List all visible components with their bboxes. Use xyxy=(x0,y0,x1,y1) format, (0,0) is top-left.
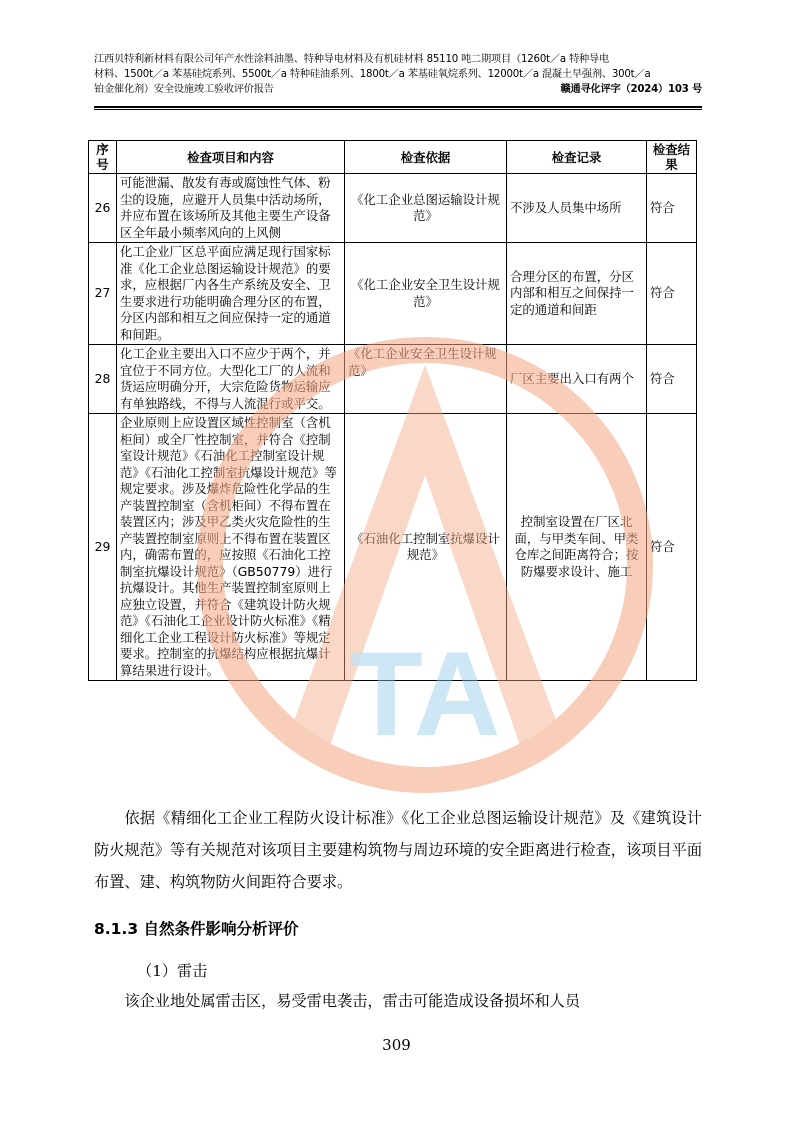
row-item: 可能泄漏、散发有毒或腐蚀性气体、粉尘的设施，应避开人员集中活动场所，并应布置在该场所及其他主要生产设备区全年最小频率风向的上风侧 xyxy=(117,174,345,243)
row-no: 26 xyxy=(89,174,117,243)
row-record: 厂区主要出入口有两个 xyxy=(507,345,647,414)
table-header-row xyxy=(89,141,697,174)
body-paragraph: 该企业地处属雷击区，易受雷电袭击，雷击可能造成设备损坏和人员 xyxy=(124,992,581,1010)
header-title-line3: 铂金催化剂）安全设施竣工验收评价报告 xyxy=(94,84,274,95)
page-number: 309 xyxy=(382,1036,411,1054)
row-result: 符合 xyxy=(647,174,697,243)
row-basis: 《石油化工控制室抗爆设计规范》 xyxy=(345,414,507,681)
row-no: 27 xyxy=(89,243,117,345)
row-record: 控制室设置在厂区北面，与甲类车间、甲类仓库之间距离符合；按防爆要求设计、施工 xyxy=(507,414,647,681)
header-divider xyxy=(94,106,702,108)
row-basis: 《化工企业安全卫生设计规范》 xyxy=(345,345,507,414)
row-result: 符合 xyxy=(647,243,697,345)
row-result: 符合 xyxy=(647,345,697,414)
col-header-result: 检查结果 xyxy=(647,141,697,174)
table-row xyxy=(89,174,697,243)
page-header xyxy=(94,52,702,97)
row-no: 28 xyxy=(89,345,117,414)
header-title-line1: 江西贝特利新材料有限公司年产水性涂料油墨、特种导电材料及有机硅材料 85110 吨二期项目（1260t／a 特种导电 xyxy=(94,54,609,65)
col-header-basis: 检查依据 xyxy=(345,141,507,174)
row-result: 符合 xyxy=(647,414,697,681)
sub-heading: （1）雷击 xyxy=(137,962,208,980)
col-header-item: 检查项目和内容 xyxy=(117,141,345,174)
row-item: 化工企业主要出入口不应少于两个，并宜位于不同方位。大型化工厂的人流和货运应明确分开，大宗危险货物运输应有单独路线，不得与人流混行或平交。 xyxy=(117,345,345,414)
report-code: 赣通寻化评字（2024）103 号 xyxy=(560,84,702,95)
col-header-no: 序号 xyxy=(89,141,117,174)
row-record: 合理分区的布置，分区内部和相互之间保持一定的通道和间距 xyxy=(507,243,647,345)
header-divider-thin xyxy=(94,109,702,110)
section-heading: 8.1.3 自然条件影响分析评价 xyxy=(94,920,299,938)
inspection-table xyxy=(88,140,697,681)
body-paragraph: 依据《精细化工企业工程防火设计标准》《化工企业总图运输设计规范》及《建筑设计防火规范》等有关规范对该项目主要建构筑物与周边环境的安全距离进行检查，该项目平面布置、建、构筑物防火间距符合要求。 xyxy=(94,809,702,891)
table-row xyxy=(89,345,697,414)
table-row xyxy=(89,414,697,681)
row-item: 企业原则上应设置区域性控制室（含机柜间）或全厂性控制室，并符合《控制室设计规范》《石油化工控制室设计规范》《石油化工控制室抗爆设计规范》等规定要求。涉及爆炸危险性化学品的生产装置控制室（含机柜间）不得布置在装置区内；涉及甲乙类火灾危险性的生产装置控制室原则上不得布置在装置区内，确需布置的，应按照《石油化工控制室抗爆设计规范》（GB50779）进行抗爆设计。其他生产装置控制室原则上应独立设置，并符合《建筑设计防火规范》《石油化工企业设计防火标准》《精细化工企业工程设计防火标准》等规定要求。控制室的抗爆结构应根据抗爆计算结果进行设计。 xyxy=(117,414,345,681)
row-basis: 《化工企业总图运输设计规范》 xyxy=(345,174,507,243)
row-no: 29 xyxy=(89,414,117,681)
col-header-record: 检查记录 xyxy=(507,141,647,174)
table-row xyxy=(89,243,697,345)
row-item: 化工企业厂区总平面应满足现行国家标准《化工企业总图运输设计规范》的要求，应根据厂内各生产系统及安全、卫生要求进行功能明确合理分区的布置，分区内部和相互之间应保持一定的通道和间距。 xyxy=(117,243,345,345)
row-basis: 《化工企业安全卫生设计规范》 xyxy=(345,243,507,345)
watermark-letters: TA xyxy=(349,627,501,761)
row-record: 不涉及人员集中场所 xyxy=(507,174,647,243)
header-title-line2: 材料、1500t／a 苯基硅烷系列、5500t／a 特种硅油系列、1800t／a 苯基硅氧烷系列、12000t／a 混凝土早强剂、300t／a xyxy=(94,69,651,80)
